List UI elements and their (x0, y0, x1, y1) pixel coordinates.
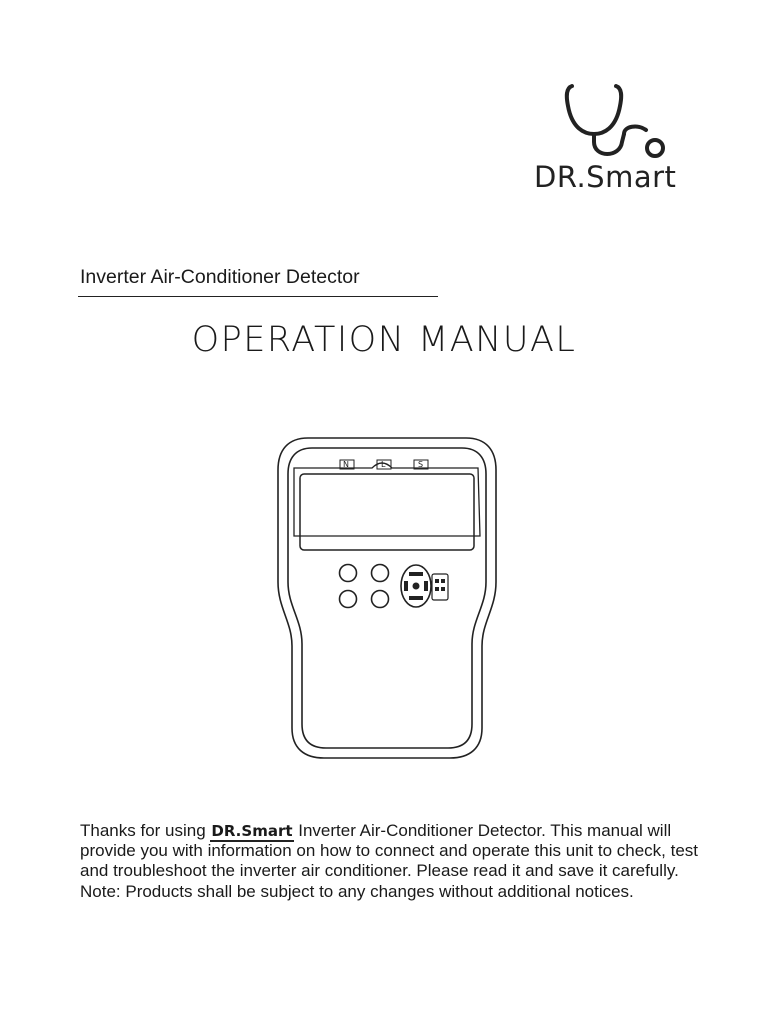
stethoscope-icon (562, 76, 672, 160)
intro-post-brand: Inverter Air-Conditioner Detector. This manual will provide you with information on how to connect and operate this unit to check, test and troubleshoot the inverter air conditioner. Please read it and save it carefully. (80, 821, 699, 881)
detector-device-illustration (270, 432, 504, 762)
intro-pre-brand: Thanks for using (80, 821, 211, 840)
brand-logo (528, 76, 698, 200)
brand-wordmark: DR.Smart (534, 160, 677, 194)
port-label-l: L (381, 460, 386, 469)
port-label-s: S (418, 460, 424, 469)
document-title: OPERATION MANUAL (191, 320, 577, 360)
inline-brand-logo: DR.Smart (211, 822, 293, 840)
subtitle-divider (78, 296, 438, 297)
intro-paragraph (80, 821, 700, 882)
intro-text (80, 821, 700, 902)
port-label-n: N (343, 460, 349, 469)
intro-note: Note: Products shall be subject to any changes without additional notices. (80, 881, 634, 901)
document-subtitle: Inverter Air-Conditioner Detector (80, 266, 360, 288)
